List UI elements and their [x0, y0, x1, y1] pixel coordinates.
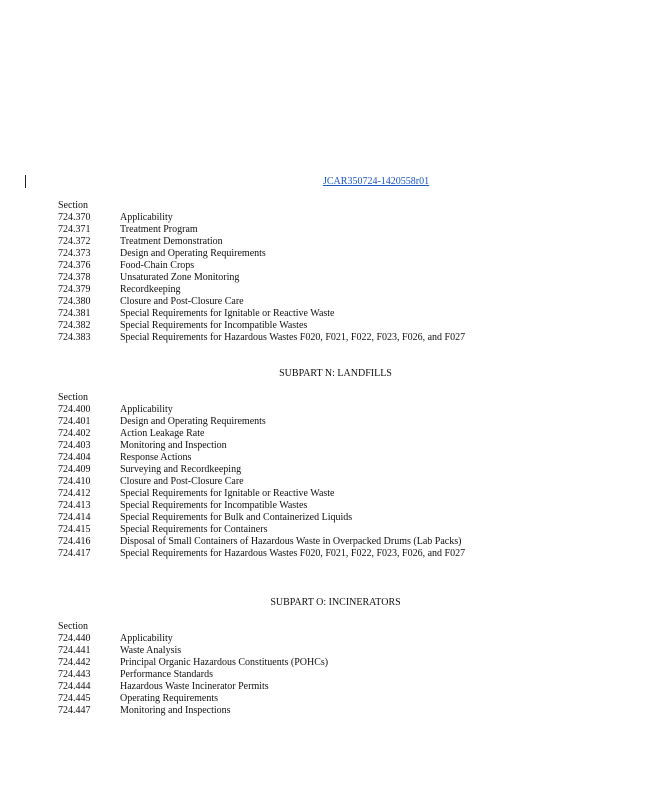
section-number: 724.409: [58, 464, 91, 475]
section-title: Design and Operating Requirements: [120, 416, 266, 427]
section-entry: [58, 657, 478, 669]
section-title: Closure and Post-Closure Care: [120, 476, 244, 487]
section-number: 724.447: [58, 705, 91, 716]
section-title: Special Requirements for Ignitable or Reactive Waste: [120, 488, 335, 499]
section-number: 724.382: [58, 320, 91, 331]
section-title: Monitoring and Inspections: [120, 705, 231, 716]
section-entry: [58, 320, 478, 332]
section-entry: [58, 236, 478, 248]
section-entry: [58, 248, 478, 260]
section-entry: [58, 332, 478, 344]
document-id-link[interactable]: JCAR350724-1420558r01: [323, 176, 430, 187]
section-entry: [58, 476, 478, 488]
section-number: 724.443: [58, 669, 91, 680]
section-entry: [58, 705, 478, 717]
section-title: Design and Operating Requirements: [120, 248, 266, 259]
section-title: Applicability: [120, 404, 173, 415]
section-number: 724.381: [58, 308, 91, 319]
section-title: Operating Requirements: [120, 693, 219, 704]
section-number: 724.401: [58, 416, 91, 427]
section-entry: [58, 693, 478, 705]
section-column-label: Section: [58, 392, 88, 403]
section-title: Monitoring and Inspection: [120, 440, 227, 451]
section-entry: [58, 452, 478, 464]
section-entry: [58, 669, 478, 681]
section-title: Hazardous Waste Incinerator Permits: [120, 681, 269, 692]
section-entry: [58, 548, 478, 560]
section-title: Treatment Program: [120, 224, 198, 235]
section-entry: [58, 284, 478, 296]
section-entry: [58, 512, 478, 524]
section-title: Special Requirements for Ignitable or Reactive Waste: [120, 308, 335, 319]
section-number: 724.445: [58, 693, 91, 704]
section-number: 724.444: [58, 681, 91, 692]
section-number: 724.371: [58, 224, 91, 235]
section-number: 724.373: [58, 248, 91, 259]
section-title: Recordkeeping: [120, 284, 181, 295]
section-list-subpart-m: [58, 200, 478, 344]
section-title: Waste Analysis: [120, 645, 182, 656]
section-title: Special Requirements for Bulk and Containerized Liquids: [120, 512, 353, 523]
section-title: Food-Chain Crops: [120, 260, 195, 271]
section-number: 724.400: [58, 404, 91, 415]
section-entry: [58, 633, 478, 645]
subpart-o-heading: SUBPART O: INCINERATORS: [270, 597, 401, 608]
section-number: 724.417: [58, 548, 91, 559]
section-entry: [58, 645, 478, 657]
section-entry: [58, 440, 478, 452]
section-title: Closure and Post-Closure Care: [120, 296, 244, 307]
revision-margin-bar: [25, 175, 26, 188]
section-entry: [58, 272, 478, 284]
section-number: 724.404: [58, 452, 91, 463]
section-number: 724.440: [58, 633, 91, 644]
section-entry: [58, 224, 478, 236]
section-number: 724.412: [58, 488, 91, 499]
section-number: 724.383: [58, 332, 91, 343]
section-title: Special Requirements for Hazardous Wastes F020, F021, F022, F023, F026, and F027: [120, 332, 466, 343]
section-entry: [58, 296, 478, 308]
section-entry: [58, 500, 478, 512]
section-title: Principal Organic Hazardous Constituents (POHCs): [120, 657, 329, 668]
section-entry: [58, 681, 478, 693]
section-list-subpart-o: [58, 621, 478, 717]
section-column-label: Section: [58, 621, 88, 632]
section-list-subpart-n: [58, 392, 478, 560]
section-number: 724.413: [58, 500, 91, 511]
section-number: 724.379: [58, 284, 91, 295]
section-title: Applicability: [120, 212, 173, 223]
section-title: Disposal of Small Containers of Hazardous Waste in Overpacked Drums (Lab Packs): [120, 536, 462, 547]
section-number: 724.380: [58, 296, 91, 307]
section-title: Treatment Demonstration: [120, 236, 223, 247]
section-number: 724.378: [58, 272, 91, 283]
section-entry: [58, 464, 478, 476]
section-number: 724.403: [58, 440, 91, 451]
section-title: Special Requirements for Incompatible Wastes: [120, 500, 308, 511]
section-number: 724.414: [58, 512, 91, 523]
section-entry: [58, 404, 478, 416]
section-number: 724.442: [58, 657, 91, 668]
subpart-n-heading: SUBPART N: LANDFILLS: [279, 368, 392, 379]
section-entry: [58, 524, 478, 536]
section-number: 724.415: [58, 524, 91, 535]
section-number: 724.402: [58, 428, 91, 439]
section-title: Action Leakage Rate: [120, 428, 205, 439]
section-title: Applicability: [120, 633, 173, 644]
section-entry: [58, 488, 478, 500]
section-entry: [58, 212, 478, 224]
section-number: 724.376: [58, 260, 91, 271]
section-title: Special Requirements for Containers: [120, 524, 268, 535]
section-title: Special Requirements for Incompatible Wastes: [120, 320, 308, 331]
section-entry: [58, 428, 478, 440]
section-entry: [58, 260, 478, 272]
section-number: 724.372: [58, 236, 91, 247]
section-number: 724.410: [58, 476, 91, 487]
section-entry: [58, 536, 478, 548]
section-title: Performance Standards: [120, 669, 214, 680]
section-title: Special Requirements for Hazardous Wastes F020, F021, F022, F023, F026, and F027: [120, 548, 466, 559]
section-number: 724.416: [58, 536, 91, 547]
section-column-label: Section: [58, 200, 88, 211]
section-title: Surveying and Recordkeeping: [120, 464, 242, 475]
section-entry: [58, 416, 478, 428]
section-number: 724.370: [58, 212, 91, 223]
section-title: Response Actions: [120, 452, 192, 463]
section-title: Unsaturated Zone Monitoring: [120, 272, 240, 283]
section-entry: [58, 308, 478, 320]
section-number: 724.441: [58, 645, 91, 656]
